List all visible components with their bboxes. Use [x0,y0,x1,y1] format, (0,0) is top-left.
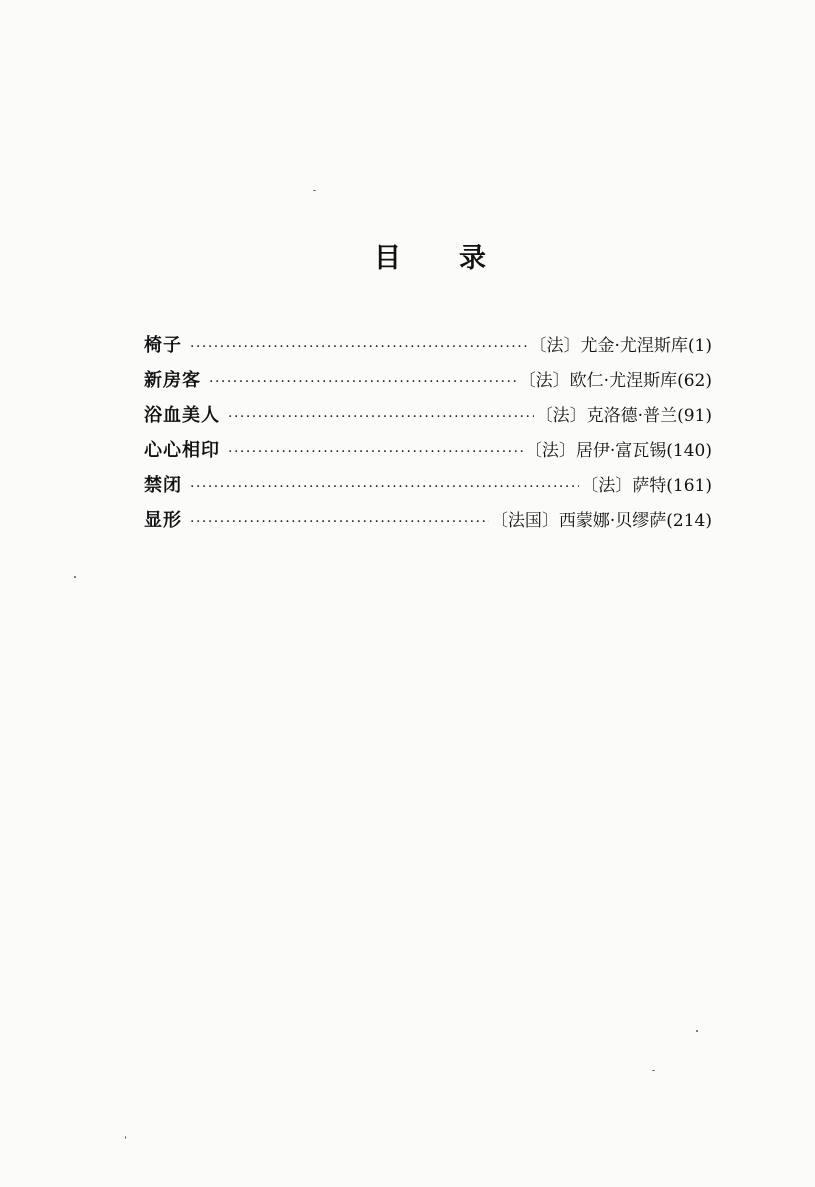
toc-entry [144,468,712,503]
toc-entry [144,398,712,433]
toc-entry-page: (91) [677,406,712,426]
toc-entry-author: 〔法国〕西蒙娜·贝缪萨 [490,511,667,531]
scan-speck [313,190,316,191]
toc-entry-author: 〔法〕居伊·富瓦锡 [524,441,667,461]
toc-dot-leader [228,435,523,470]
toc-entry-title: 显形 [144,510,182,531]
toc-entry-page: (140) [666,441,712,461]
page-title-char-2: 录 [459,243,486,274]
toc-entry-title: 禁闭 [144,475,182,496]
toc-dot-leader [190,330,528,365]
toc-entry-title: 新房客 [144,370,201,391]
toc-dot-leader [190,470,579,505]
toc-entry [144,363,712,398]
toc-entry-title: 椅子 [144,335,182,356]
page-title [0,236,815,275]
toc-entry-title: 浴血美人 [144,405,220,426]
toc-entry-author: 〔法〕尤金·尤涅斯库 [529,336,688,356]
toc-dot-leader [190,505,489,540]
toc-dot-leader [228,400,534,435]
scan-speck [652,1070,655,1071]
toc-entry-page: (62) [677,371,712,391]
toc-entry [144,328,712,363]
toc-dot-leader [209,365,517,400]
scan-speck [696,1030,698,1032]
scan-speck [74,576,76,578]
toc-entry-author: 〔法〕萨特 [581,476,667,496]
toc-entry [144,503,712,538]
toc-entry-author: 〔法〕欧仁·尤涅斯库 [518,371,678,391]
toc-entry-page: (1) [687,336,712,356]
toc-entry-author: 〔法〕克洛德·普兰 [535,406,678,426]
scan-speck [125,1136,126,1139]
toc-entry-page: (161) [666,476,712,496]
page-title-char-1: 目 [374,243,401,274]
toc-entry-title: 心心相印 [144,440,220,461]
toc-entry [144,433,712,468]
table-of-contents [144,328,712,538]
toc-entry-page: (214) [666,511,712,531]
